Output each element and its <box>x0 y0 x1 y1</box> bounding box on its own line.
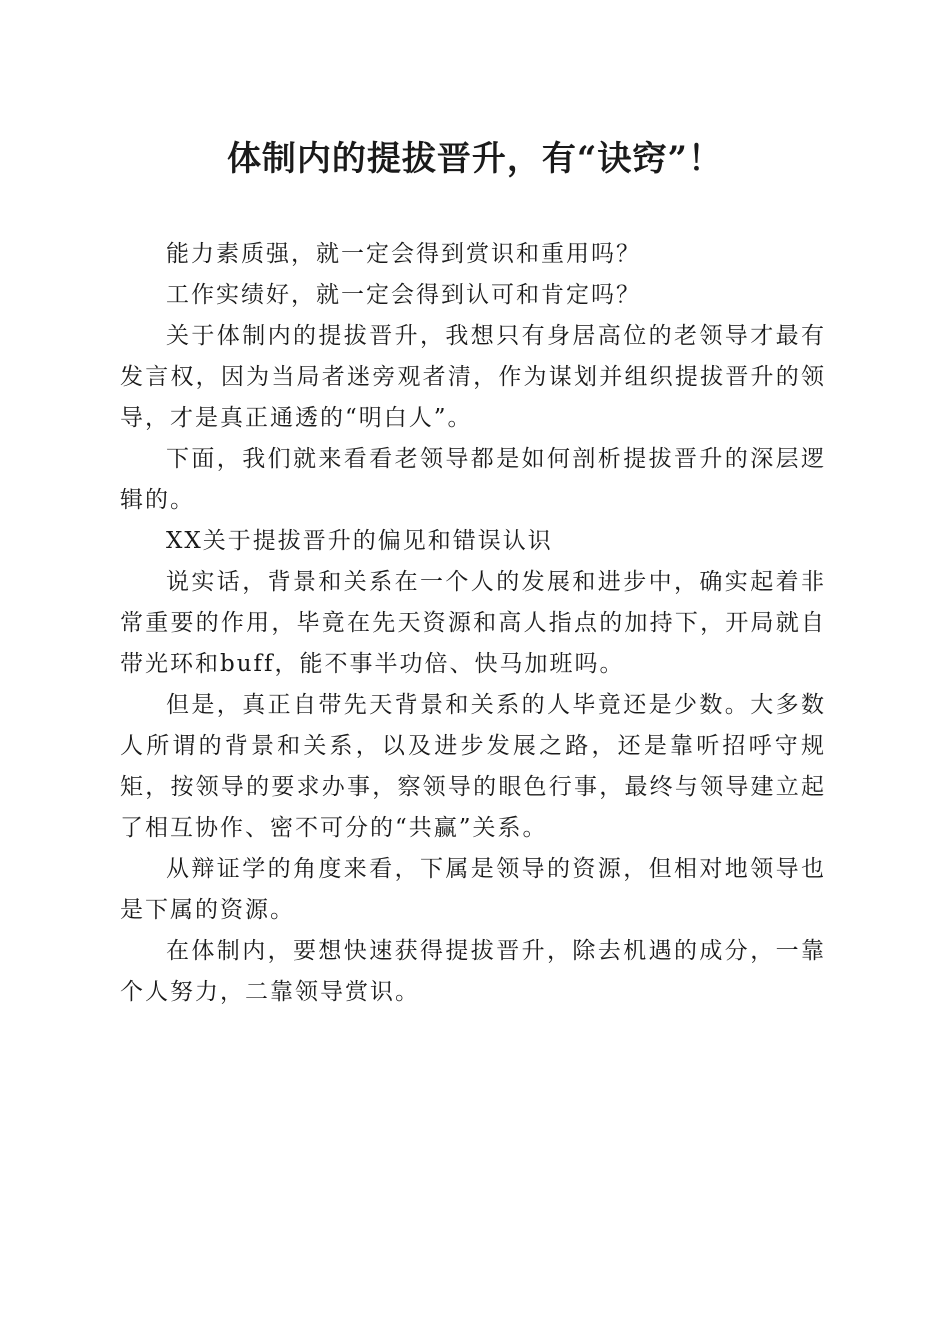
paragraph: 但是，真正自带先天背景和关系的人毕竟还是少数。大多数人所谓的背景和关系，以及进步发展之路，还是靠听招呼守规矩，按领导的要求办事，察领导的眼色行事，最终与领导建立起了相互协作、密不可分的“共赢”关系。 <box>120 692 826 841</box>
paragraph: 说实话，背景和关系在一个人的发展和进步中，确实起着非常重要的作用，毕竟在先天资源和高人指点的加持下，开局就自带光环和buff，能不事半功倍、快马加班吗。 <box>120 569 826 677</box>
paragraph: 在体制内，要想快速获得提拔晋升，除去机遇的成分，一靠个人努力，二靠领导赏识。 <box>120 938 826 1005</box>
document-body <box>120 234 826 1013</box>
paragraph: 能力素质强，就一定会得到赏识和重用吗？ <box>166 241 641 267</box>
paragraph: 下面，我们就来看看老领导都是如何剖析提拔晋升的深层逻辑的。 <box>120 446 826 513</box>
paragraph: 工作实绩好，就一定会得到认可和肯定吗？ <box>166 282 641 308</box>
paragraph: 从辩证学的角度来看，下属是领导的资源，但相对地领导也是下属的资源。 <box>120 856 826 923</box>
document-title: 体制内的提拔晋升，有“诀窍”！ <box>226 139 724 179</box>
paragraph: 关于体制内的提拔晋升，我想只有身居高位的老领导才最有发言权，因为当局者迷旁观者清，作为谋划并组织提拔晋升的领导，才是真正通透的“明白人”。 <box>120 323 826 431</box>
section-heading: XX关于提拔晋升的偏见和错误认识 <box>166 528 553 554</box>
